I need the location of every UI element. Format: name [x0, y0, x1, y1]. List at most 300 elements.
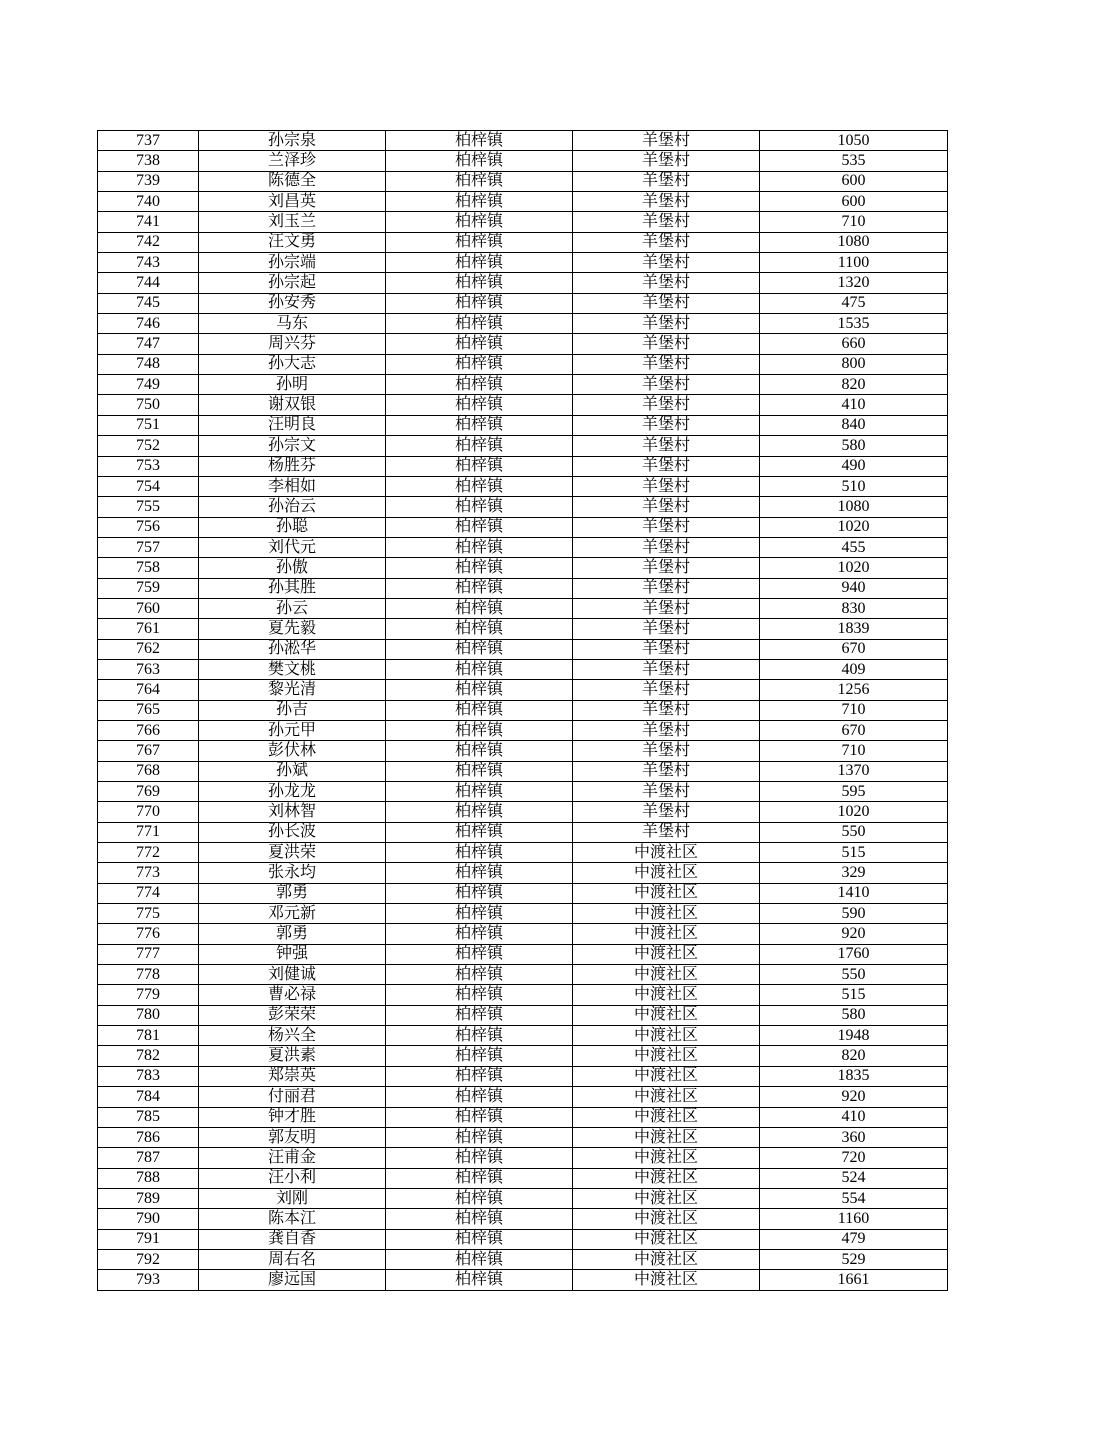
village-cell: 中渡社区: [573, 944, 760, 964]
row-number-cell: 744: [98, 273, 199, 293]
amount-cell: 1760: [760, 944, 948, 964]
town-cell: 柏梓镇: [386, 802, 573, 822]
row-number-cell: 745: [98, 293, 199, 313]
town-cell: 柏梓镇: [386, 904, 573, 924]
name-cell: 刘代元: [199, 537, 386, 557]
amount-cell: 529: [760, 1249, 948, 1269]
village-cell: 中渡社区: [573, 1026, 760, 1046]
row-number-cell: 760: [98, 598, 199, 618]
row-number-cell: 780: [98, 1005, 199, 1025]
table-row: [98, 476, 948, 496]
village-cell: 羊堡村: [573, 456, 760, 476]
table-row: [98, 904, 948, 924]
town-cell: 柏梓镇: [386, 1249, 573, 1269]
row-number-cell: 756: [98, 517, 199, 537]
table-row: [98, 1026, 948, 1046]
village-cell: 羊堡村: [573, 761, 760, 781]
amount-cell: 920: [760, 1087, 948, 1107]
town-cell: 柏梓镇: [386, 1209, 573, 1229]
village-cell: 羊堡村: [573, 354, 760, 374]
amount-cell: 800: [760, 354, 948, 374]
town-cell: 柏梓镇: [386, 822, 573, 842]
table-row: [98, 1229, 948, 1249]
name-cell: 夏先毅: [199, 619, 386, 639]
table-row: [98, 293, 948, 313]
name-cell: 孙宗泉: [199, 131, 386, 151]
village-cell: 中渡社区: [573, 863, 760, 883]
row-number-cell: 747: [98, 334, 199, 354]
town-cell: 柏梓镇: [386, 232, 573, 252]
row-number-cell: 738: [98, 151, 199, 171]
name-cell: 周兴芬: [199, 334, 386, 354]
village-cell: 羊堡村: [573, 680, 760, 700]
town-cell: 柏梓镇: [386, 151, 573, 171]
name-cell: 兰泽珍: [199, 151, 386, 171]
village-cell: 羊堡村: [573, 395, 760, 415]
amount-cell: 535: [760, 151, 948, 171]
town-cell: 柏梓镇: [386, 720, 573, 740]
table-row: [98, 517, 948, 537]
amount-cell: 329: [760, 863, 948, 883]
village-cell: 羊堡村: [573, 273, 760, 293]
table-row: [98, 761, 948, 781]
town-cell: 柏梓镇: [386, 1066, 573, 1086]
town-cell: 柏梓镇: [386, 1087, 573, 1107]
name-cell: 郭勇: [199, 883, 386, 903]
table-row: [98, 314, 948, 334]
name-cell: 孙傲: [199, 558, 386, 578]
table-row: [98, 1066, 948, 1086]
village-cell: 羊堡村: [573, 436, 760, 456]
table-row: [98, 1168, 948, 1188]
amount-cell: 580: [760, 1005, 948, 1025]
table-row: [98, 537, 948, 557]
town-cell: 柏梓镇: [386, 680, 573, 700]
amount-cell: 1080: [760, 497, 948, 517]
row-number-cell: 776: [98, 924, 199, 944]
amount-cell: 600: [760, 171, 948, 191]
table-row: [98, 1046, 948, 1066]
amount-cell: 524: [760, 1168, 948, 1188]
table-row: [98, 598, 948, 618]
table-row: [98, 1087, 948, 1107]
village-cell: 羊堡村: [573, 639, 760, 659]
amount-cell: 1320: [760, 273, 948, 293]
town-cell: 柏梓镇: [386, 1270, 573, 1290]
amount-cell: 1410: [760, 883, 948, 903]
village-cell: 中渡社区: [573, 904, 760, 924]
row-number-cell: 793: [98, 1270, 199, 1290]
table-row: [98, 1005, 948, 1025]
name-cell: 汪小利: [199, 1168, 386, 1188]
table-row: [98, 395, 948, 415]
amount-cell: 920: [760, 924, 948, 944]
table-row: [98, 985, 948, 1005]
table-row: [98, 680, 948, 700]
village-cell: 羊堡村: [573, 171, 760, 191]
row-number-cell: 746: [98, 314, 199, 334]
row-number-cell: 787: [98, 1148, 199, 1168]
row-number-cell: 750: [98, 395, 199, 415]
town-cell: 柏梓镇: [386, 497, 573, 517]
town-cell: 柏梓镇: [386, 1005, 573, 1025]
table-row: [98, 253, 948, 273]
name-cell: 黎光清: [199, 680, 386, 700]
table-row: [98, 843, 948, 863]
row-number-cell: 761: [98, 619, 199, 639]
amount-cell: 515: [760, 985, 948, 1005]
town-cell: 柏梓镇: [386, 1188, 573, 1208]
table-row: [98, 619, 948, 639]
table-row: [98, 273, 948, 293]
village-cell: 中渡社区: [573, 1087, 760, 1107]
table-row: [98, 1127, 948, 1147]
town-cell: 柏梓镇: [386, 944, 573, 964]
village-cell: 羊堡村: [573, 334, 760, 354]
row-number-cell: 751: [98, 415, 199, 435]
table-row: [98, 1188, 948, 1208]
amount-cell: 1020: [760, 802, 948, 822]
village-cell: 羊堡村: [573, 232, 760, 252]
amount-cell: 1160: [760, 1209, 948, 1229]
village-cell: 羊堡村: [573, 314, 760, 334]
amount-cell: 1020: [760, 517, 948, 537]
row-number-cell: 766: [98, 720, 199, 740]
table-row: [98, 192, 948, 212]
amount-cell: 710: [760, 741, 948, 761]
table-row: [98, 232, 948, 252]
village-cell: 中渡社区: [573, 1148, 760, 1168]
row-number-cell: 748: [98, 354, 199, 374]
amount-cell: 710: [760, 212, 948, 232]
amount-cell: 1080: [760, 232, 948, 252]
town-cell: 柏梓镇: [386, 843, 573, 863]
row-number-cell: 749: [98, 375, 199, 395]
table-row: [98, 171, 948, 191]
name-cell: 杨胜芬: [199, 456, 386, 476]
name-cell: 孙云: [199, 598, 386, 618]
table-body: [98, 131, 948, 1291]
row-number-cell: 758: [98, 558, 199, 578]
amount-cell: 595: [760, 782, 948, 802]
amount-cell: 475: [760, 293, 948, 313]
village-cell: 羊堡村: [573, 476, 760, 496]
row-number-cell: 757: [98, 537, 199, 557]
row-number-cell: 772: [98, 843, 199, 863]
village-cell: 中渡社区: [573, 1127, 760, 1147]
table-row: [98, 456, 948, 476]
town-cell: 柏梓镇: [386, 741, 573, 761]
table-row: [98, 863, 948, 883]
town-cell: 柏梓镇: [386, 334, 573, 354]
name-cell: 夏洪素: [199, 1046, 386, 1066]
amount-cell: 515: [760, 843, 948, 863]
row-number-cell: 785: [98, 1107, 199, 1127]
row-number-cell: 777: [98, 944, 199, 964]
name-cell: 孙宗端: [199, 253, 386, 273]
row-number-cell: 759: [98, 578, 199, 598]
amount-cell: 1535: [760, 314, 948, 334]
village-cell: 羊堡村: [573, 537, 760, 557]
village-cell: 羊堡村: [573, 659, 760, 679]
town-cell: 柏梓镇: [386, 558, 573, 578]
town-cell: 柏梓镇: [386, 1026, 573, 1046]
name-cell: 孙长波: [199, 822, 386, 842]
row-number-cell: 784: [98, 1087, 199, 1107]
village-cell: 羊堡村: [573, 720, 760, 740]
name-cell: 龚自香: [199, 1229, 386, 1249]
name-cell: 刘林智: [199, 802, 386, 822]
town-cell: 柏梓镇: [386, 863, 573, 883]
village-cell: 中渡社区: [573, 985, 760, 1005]
table-row: [98, 720, 948, 740]
name-cell: 孙宗起: [199, 273, 386, 293]
town-cell: 柏梓镇: [386, 965, 573, 985]
amount-cell: 1050: [760, 131, 948, 151]
village-cell: 中渡社区: [573, 1209, 760, 1229]
village-cell: 羊堡村: [573, 741, 760, 761]
village-cell: 羊堡村: [573, 253, 760, 273]
name-cell: 彭伏林: [199, 741, 386, 761]
row-number-cell: 792: [98, 1249, 199, 1269]
town-cell: 柏梓镇: [386, 578, 573, 598]
village-cell: 羊堡村: [573, 497, 760, 517]
town-cell: 柏梓镇: [386, 253, 573, 273]
village-cell: 中渡社区: [573, 965, 760, 985]
table-row: [98, 131, 948, 151]
row-number-cell: 767: [98, 741, 199, 761]
row-number-cell: 742: [98, 232, 199, 252]
table-row: [98, 375, 948, 395]
name-cell: 陈德全: [199, 171, 386, 191]
name-cell: 邓元新: [199, 904, 386, 924]
table-row: [98, 822, 948, 842]
amount-cell: 840: [760, 415, 948, 435]
table-row: [98, 965, 948, 985]
name-cell: 孙聪: [199, 517, 386, 537]
name-cell: 孙斌: [199, 761, 386, 781]
town-cell: 柏梓镇: [386, 476, 573, 496]
town-cell: 柏梓镇: [386, 598, 573, 618]
row-number-cell: 752: [98, 436, 199, 456]
amount-cell: 1661: [760, 1270, 948, 1290]
amount-cell: 1835: [760, 1066, 948, 1086]
name-cell: 曹必禄: [199, 985, 386, 1005]
amount-cell: 600: [760, 192, 948, 212]
row-number-cell: 790: [98, 1209, 199, 1229]
village-cell: 羊堡村: [573, 151, 760, 171]
village-cell: 羊堡村: [573, 802, 760, 822]
village-cell: 羊堡村: [573, 415, 760, 435]
town-cell: 柏梓镇: [386, 395, 573, 415]
village-cell: 羊堡村: [573, 192, 760, 212]
amount-cell: 550: [760, 965, 948, 985]
table-row: [98, 639, 948, 659]
village-cell: 羊堡村: [573, 131, 760, 151]
name-cell: 郭勇: [199, 924, 386, 944]
row-number-cell: 764: [98, 680, 199, 700]
table-row: [98, 151, 948, 171]
amount-cell: 590: [760, 904, 948, 924]
village-cell: 中渡社区: [573, 1229, 760, 1249]
name-cell: 孙淞华: [199, 639, 386, 659]
village-cell: 羊堡村: [573, 578, 760, 598]
village-cell: 羊堡村: [573, 598, 760, 618]
town-cell: 柏梓镇: [386, 1168, 573, 1188]
village-cell: 中渡社区: [573, 1249, 760, 1269]
town-cell: 柏梓镇: [386, 375, 573, 395]
table-row: [98, 1270, 948, 1290]
town-cell: 柏梓镇: [386, 619, 573, 639]
row-number-cell: 739: [98, 171, 199, 191]
town-cell: 柏梓镇: [386, 700, 573, 720]
amount-cell: 490: [760, 456, 948, 476]
town-cell: 柏梓镇: [386, 985, 573, 1005]
village-cell: 羊堡村: [573, 558, 760, 578]
village-cell: 中渡社区: [573, 924, 760, 944]
village-cell: 羊堡村: [573, 822, 760, 842]
row-number-cell: 774: [98, 883, 199, 903]
table-row: [98, 1148, 948, 1168]
table-row: [98, 558, 948, 578]
row-number-cell: 740: [98, 192, 199, 212]
name-cell: 孙治云: [199, 497, 386, 517]
table-row: [98, 578, 948, 598]
amount-cell: 1256: [760, 680, 948, 700]
amount-cell: 940: [760, 578, 948, 598]
row-number-cell: 783: [98, 1066, 199, 1086]
village-cell: 中渡社区: [573, 1066, 760, 1086]
table-row: [98, 659, 948, 679]
town-cell: 柏梓镇: [386, 883, 573, 903]
table-row: [98, 415, 948, 435]
name-cell: 杨兴全: [199, 1026, 386, 1046]
amount-cell: 554: [760, 1188, 948, 1208]
town-cell: 柏梓镇: [386, 131, 573, 151]
town-cell: 柏梓镇: [386, 924, 573, 944]
table-row: [98, 1209, 948, 1229]
town-cell: 柏梓镇: [386, 659, 573, 679]
town-cell: 柏梓镇: [386, 1229, 573, 1249]
table-row: [98, 944, 948, 964]
table-row: [98, 354, 948, 374]
table-row: [98, 1249, 948, 1269]
row-number-cell: 753: [98, 456, 199, 476]
name-cell: 孙其胜: [199, 578, 386, 598]
town-cell: 柏梓镇: [386, 293, 573, 313]
row-number-cell: 791: [98, 1229, 199, 1249]
name-cell: 郭友明: [199, 1127, 386, 1147]
name-cell: 孙龙龙: [199, 782, 386, 802]
town-cell: 柏梓镇: [386, 639, 573, 659]
name-cell: 陈本江: [199, 1209, 386, 1229]
name-cell: 钟才胜: [199, 1107, 386, 1127]
amount-cell: 479: [760, 1229, 948, 1249]
table-row: [98, 497, 948, 517]
name-cell: 钟强: [199, 944, 386, 964]
table-row: [98, 436, 948, 456]
town-cell: 柏梓镇: [386, 354, 573, 374]
row-number-cell: 765: [98, 700, 199, 720]
row-number-cell: 737: [98, 131, 199, 151]
town-cell: 柏梓镇: [386, 1046, 573, 1066]
village-cell: 羊堡村: [573, 782, 760, 802]
name-cell: 廖远国: [199, 1270, 386, 1290]
village-cell: 中渡社区: [573, 1046, 760, 1066]
town-cell: 柏梓镇: [386, 212, 573, 232]
village-cell: 中渡社区: [573, 1270, 760, 1290]
amount-cell: 455: [760, 537, 948, 557]
row-number-cell: 779: [98, 985, 199, 1005]
amount-cell: 550: [760, 822, 948, 842]
amount-cell: 1020: [760, 558, 948, 578]
name-cell: 郑崇英: [199, 1066, 386, 1086]
row-number-cell: 771: [98, 822, 199, 842]
name-cell: 李相如: [199, 476, 386, 496]
name-cell: 付丽君: [199, 1087, 386, 1107]
name-cell: 马东: [199, 314, 386, 334]
amount-cell: 670: [760, 720, 948, 740]
village-cell: 中渡社区: [573, 883, 760, 903]
town-cell: 柏梓镇: [386, 782, 573, 802]
table-row: [98, 883, 948, 903]
row-number-cell: 769: [98, 782, 199, 802]
name-cell: 刘健诚: [199, 965, 386, 985]
row-number-cell: 741: [98, 212, 199, 232]
data-table: [97, 130, 948, 1291]
name-cell: 孙安秀: [199, 293, 386, 313]
name-cell: 刘刚: [199, 1188, 386, 1208]
town-cell: 柏梓镇: [386, 1127, 573, 1147]
name-cell: 彭荣荣: [199, 1005, 386, 1025]
table-row: [98, 802, 948, 822]
village-cell: 中渡社区: [573, 1107, 760, 1127]
row-number-cell: 775: [98, 904, 199, 924]
village-cell: 羊堡村: [573, 375, 760, 395]
name-cell: 汪文勇: [199, 232, 386, 252]
name-cell: 樊文桃: [199, 659, 386, 679]
amount-cell: 409: [760, 659, 948, 679]
village-cell: 中渡社区: [573, 1188, 760, 1208]
amount-cell: 1839: [760, 619, 948, 639]
amount-cell: 410: [760, 395, 948, 415]
table-row: [98, 212, 948, 232]
amount-cell: 580: [760, 436, 948, 456]
village-cell: 羊堡村: [573, 700, 760, 720]
amount-cell: 670: [760, 639, 948, 659]
table-row: [98, 1107, 948, 1127]
name-cell: 夏洪荣: [199, 843, 386, 863]
amount-cell: 710: [760, 700, 948, 720]
row-number-cell: 773: [98, 863, 199, 883]
town-cell: 柏梓镇: [386, 171, 573, 191]
town-cell: 柏梓镇: [386, 517, 573, 537]
name-cell: 孙元甲: [199, 720, 386, 740]
amount-cell: 820: [760, 375, 948, 395]
row-number-cell: 786: [98, 1127, 199, 1147]
name-cell: 孙明: [199, 375, 386, 395]
row-number-cell: 788: [98, 1168, 199, 1188]
town-cell: 柏梓镇: [386, 537, 573, 557]
row-number-cell: 782: [98, 1046, 199, 1066]
row-number-cell: 781: [98, 1026, 199, 1046]
name-cell: 张永均: [199, 863, 386, 883]
town-cell: 柏梓镇: [386, 415, 573, 435]
name-cell: 孙吉: [199, 700, 386, 720]
row-number-cell: 754: [98, 476, 199, 496]
table-row: [98, 782, 948, 802]
village-cell: 羊堡村: [573, 517, 760, 537]
